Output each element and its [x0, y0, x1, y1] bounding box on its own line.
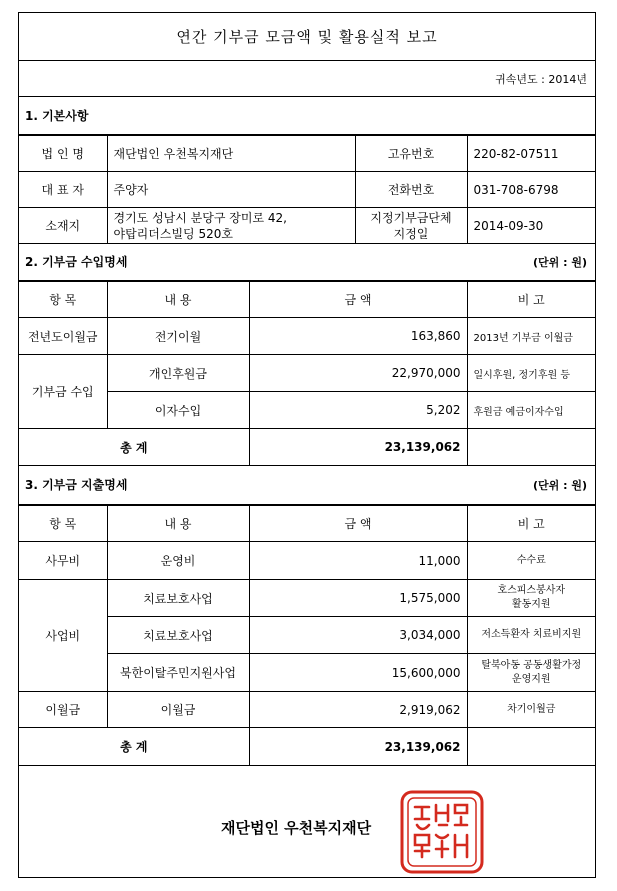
- row-amount: 11,000: [249, 542, 467, 580]
- total-label: 총 계: [19, 728, 249, 766]
- total-note: [467, 728, 595, 766]
- expense-unit: (단위 : 원): [533, 478, 587, 492]
- table-header-row: [19, 506, 595, 542]
- reg-number-label: 고유번호: [355, 136, 467, 172]
- row-note: 저소득환자 치료비지원: [467, 617, 595, 654]
- table-row: [19, 136, 595, 172]
- row-note-line-2: 운영지원: [511, 673, 551, 685]
- row-item: 전년도이월금: [19, 318, 107, 355]
- phone-value: 031-708-6798: [467, 172, 595, 208]
- row-item: 사무비: [19, 542, 107, 580]
- row-note: 일시후원, 정기후원 등: [467, 355, 595, 392]
- corp-name-label: 법 인 명: [19, 136, 107, 172]
- row-note-line-1: 호스피스봉사자: [497, 585, 566, 596]
- row-content: 전기이월: [107, 318, 249, 355]
- row-content: 운영비: [107, 542, 249, 580]
- section-income-title: 2. 기부금 수입명세: [25, 255, 128, 269]
- row-amount: 5,202: [249, 392, 467, 429]
- row-item: 이월금: [19, 692, 107, 728]
- signature-area: [19, 767, 595, 877]
- row-note: 차기이월금: [467, 692, 595, 728]
- report-form: [18, 12, 596, 878]
- table-row: [19, 208, 595, 244]
- table-row: [19, 692, 595, 728]
- table-row: [19, 172, 595, 208]
- row-item: 사업비: [19, 580, 107, 692]
- section-income-heading: [19, 243, 595, 281]
- header-note: 비 고: [467, 282, 595, 318]
- total-amount: 23,139,062: [249, 429, 467, 466]
- table-row: [19, 580, 595, 617]
- designation-value: 2014-09-30: [467, 208, 595, 244]
- table-row: [19, 355, 595, 392]
- designation-label: [355, 208, 467, 244]
- row-note: 수수료: [467, 542, 595, 580]
- address-line-1: 경기도 성남시 분당구 장미로 42,: [113, 210, 287, 225]
- representative-value: 주양자: [107, 172, 355, 208]
- header-item: 항 목: [19, 506, 107, 542]
- header-amount: 금 액: [249, 506, 467, 542]
- section-basic-heading: [19, 97, 595, 135]
- corp-name-value: 재단법인 우천복지재단: [107, 136, 355, 172]
- designation-label-line-2: 지정일: [393, 226, 429, 241]
- row-note: 2013년 기부금 이월금: [467, 318, 595, 355]
- fiscal-year: 귀속년도 : 2014년: [19, 61, 595, 97]
- foundation-name: 재단법인 우천복지재단: [221, 819, 372, 837]
- row-note-line-2: 활동지원: [511, 599, 551, 610]
- designation-label-line-1: 지정기부금단체: [370, 210, 452, 225]
- total-amount: 23,139,062: [249, 728, 467, 766]
- row-note: [467, 580, 595, 617]
- header-amount: 금 액: [249, 282, 467, 318]
- row-amount: 2,919,062: [249, 692, 467, 728]
- row-amount: 3,034,000: [249, 617, 467, 654]
- header-item: 항 목: [19, 282, 107, 318]
- row-content: 치료보호사업: [107, 580, 249, 617]
- phone-label: 전화번호: [355, 172, 467, 208]
- section-basic-title: 1. 기본사항: [25, 109, 89, 123]
- total-row: [19, 429, 595, 466]
- basic-info-table: [19, 135, 595, 244]
- total-row: [19, 728, 595, 766]
- header-content: 내 용: [107, 506, 249, 542]
- row-content: 북한이탈주민지원사업: [107, 654, 249, 692]
- total-label: 총 계: [19, 429, 249, 466]
- row-amount: 15,600,000: [249, 654, 467, 692]
- income-unit: (단위 : 원): [533, 255, 587, 269]
- address-line-2: 야탑리더스빌딩 520호: [113, 226, 233, 241]
- row-amount: 22,970,000: [249, 355, 467, 392]
- official-seal-icon: [399, 789, 485, 875]
- table-row: [19, 318, 595, 355]
- representative-label: 대 표 자: [19, 172, 107, 208]
- table-header-row: [19, 282, 595, 318]
- report-title: 연간 기부금 모금액 및 활용실적 보고: [19, 13, 595, 61]
- row-item: 기부금 수입: [19, 355, 107, 429]
- row-amount: 163,860: [249, 318, 467, 355]
- row-note: 후원금 예금이자수입: [467, 392, 595, 429]
- section-expense-title: 3. 기부금 지출명세: [25, 478, 128, 492]
- row-content: 이월금: [107, 692, 249, 728]
- address-value: [107, 208, 355, 244]
- header-note: 비 고: [467, 506, 595, 542]
- row-note-line-1: 탈북아동 공동생활가정: [481, 659, 582, 671]
- income-table: [19, 281, 595, 466]
- header-content: 내 용: [107, 282, 249, 318]
- table-row: [19, 542, 595, 580]
- row-content: 이자수입: [107, 392, 249, 429]
- row-content: 치료보호사업: [107, 617, 249, 654]
- row-amount: 1,575,000: [249, 580, 467, 617]
- row-content: 개인후원금: [107, 355, 249, 392]
- address-label: 소재지: [19, 208, 107, 244]
- expense-table: [19, 505, 595, 766]
- total-note: [467, 429, 595, 466]
- row-note: [467, 654, 595, 692]
- reg-number-value: 220-82-07511: [467, 136, 595, 172]
- section-expense-heading: [19, 465, 595, 505]
